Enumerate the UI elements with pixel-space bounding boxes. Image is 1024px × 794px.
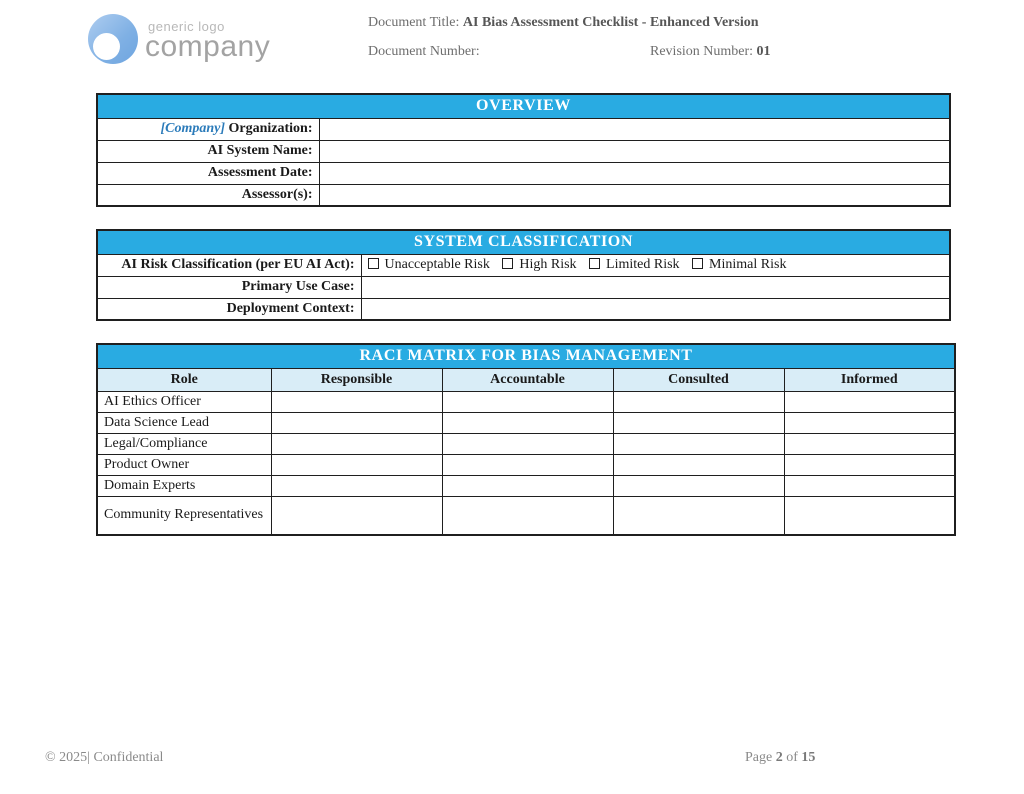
- system-classification-title: SYSTEM CLASSIFICATION: [97, 230, 950, 254]
- deployment-context-field[interactable]: [361, 298, 950, 320]
- raci-matrix-table: [96, 343, 956, 536]
- table-row: [97, 433, 955, 454]
- revision-number-value: 01: [756, 44, 771, 59]
- revision-number: [650, 44, 771, 60]
- raci-cell[interactable]: [784, 454, 955, 475]
- risk-option-minimal[interactable]: Minimal Risk: [692, 257, 786, 272]
- page-indicator: Page 2 of 15: [745, 750, 816, 765]
- raci-cell[interactable]: [784, 412, 955, 433]
- assessment-date-field[interactable]: [319, 162, 950, 184]
- system-classification-table: [96, 229, 951, 321]
- raci-cell[interactable]: [442, 412, 613, 433]
- table-row: [97, 184, 950, 206]
- raci-cell[interactable]: [271, 454, 442, 475]
- raci-cell[interactable]: [784, 496, 955, 535]
- table-row: [97, 454, 955, 475]
- primary-use-case-label: Primary Use Case:: [97, 276, 361, 298]
- revision-number-label: Revision Number:: [650, 44, 757, 59]
- column-header-accountable: Accountable: [442, 368, 613, 391]
- role-cell: Domain Experts: [97, 475, 271, 496]
- risk-classification-options: [361, 254, 950, 276]
- company-logo: [88, 14, 270, 64]
- table-row: [97, 496, 955, 535]
- raci-cell[interactable]: [784, 391, 955, 412]
- overview-table: [96, 93, 951, 207]
- page-total: 15: [801, 750, 816, 765]
- document-number-line: [368, 44, 928, 60]
- column-header-informed: Informed: [784, 368, 955, 391]
- checkbox-icon[interactable]: [692, 258, 703, 269]
- raci-matrix-title: RACI MATRIX FOR BIAS MANAGEMENT: [97, 344, 955, 368]
- risk-option-limited[interactable]: Limited Risk: [589, 257, 680, 272]
- raci-cell[interactable]: [442, 391, 613, 412]
- ai-system-name-field[interactable]: [319, 140, 950, 162]
- overview-table-title: OVERVIEW: [97, 94, 950, 118]
- risk-option-unacceptable[interactable]: Unacceptable Risk: [368, 257, 490, 272]
- role-cell: Legal/Compliance: [97, 433, 271, 454]
- raci-cell[interactable]: [784, 475, 955, 496]
- raci-cell[interactable]: [442, 454, 613, 475]
- assessors-field[interactable]: [319, 184, 950, 206]
- risk-option-high[interactable]: High Risk: [502, 257, 576, 272]
- raci-header-row: [97, 368, 955, 391]
- raci-cell[interactable]: [271, 412, 442, 433]
- raci-cell[interactable]: [613, 475, 784, 496]
- organization-label: [Company] Organization:: [97, 118, 319, 140]
- table-row: [97, 412, 955, 433]
- raci-cell[interactable]: [613, 454, 784, 475]
- raci-cell[interactable]: [784, 433, 955, 454]
- document-header: [0, 0, 1024, 80]
- table-row: [97, 118, 950, 140]
- risk-classification-label: AI Risk Classification (per EU AI Act):: [97, 254, 361, 276]
- role-cell: Community Representatives: [97, 496, 271, 535]
- raci-cell[interactable]: [442, 496, 613, 535]
- document-number-label: Document Number:: [368, 44, 480, 59]
- raci-cell[interactable]: [613, 496, 784, 535]
- assessment-date-label: Assessment Date:: [97, 162, 319, 184]
- raci-cell[interactable]: [613, 412, 784, 433]
- raci-cell[interactable]: [613, 391, 784, 412]
- role-cell: Data Science Lead: [97, 412, 271, 433]
- copyright-text: © 2025| Confidential: [45, 750, 164, 765]
- raci-cell[interactable]: [271, 496, 442, 535]
- company-logo-icon: [88, 14, 138, 64]
- table-row: [97, 475, 955, 496]
- logo-company-name: company: [145, 29, 271, 63]
- document-title-label: Document Title:: [368, 15, 463, 30]
- checkbox-icon[interactable]: [368, 258, 379, 269]
- table-row: [97, 140, 950, 162]
- document-title-line: [368, 15, 928, 31]
- raci-cell[interactable]: [271, 433, 442, 454]
- document-title-value: AI Bias Assessment Checklist - Enhanced Version: [462, 15, 759, 30]
- column-header-consulted: Consulted: [613, 368, 784, 391]
- organization-field[interactable]: [319, 118, 950, 140]
- table-row: [97, 276, 950, 298]
- document-meta: [368, 15, 928, 60]
- primary-use-case-field[interactable]: [361, 276, 950, 298]
- company-logo-text: [145, 18, 271, 63]
- company-placeholder-token: [Company]: [160, 121, 225, 136]
- table-row: [97, 298, 950, 320]
- role-cell: AI Ethics Officer: [97, 391, 271, 412]
- raci-cell[interactable]: [613, 433, 784, 454]
- column-header-responsible: Responsible: [271, 368, 442, 391]
- role-cell: Product Owner: [97, 454, 271, 475]
- raci-cell[interactable]: [271, 475, 442, 496]
- checkbox-icon[interactable]: [502, 258, 513, 269]
- page-number: 2: [775, 750, 783, 765]
- column-header-role: Role: [97, 368, 271, 391]
- assessors-label: Assessor(s):: [97, 184, 319, 206]
- raci-cell[interactable]: [271, 391, 442, 412]
- logo-tagline: generic logo: [148, 18, 225, 34]
- table-row: [97, 162, 950, 184]
- raci-cell[interactable]: [442, 433, 613, 454]
- raci-cell[interactable]: [442, 475, 613, 496]
- deployment-context-label: Deployment Context:: [97, 298, 361, 320]
- table-row: [97, 391, 955, 412]
- table-row: [97, 254, 950, 276]
- checkbox-icon[interactable]: [589, 258, 600, 269]
- ai-system-name-label: AI System Name:: [97, 140, 319, 162]
